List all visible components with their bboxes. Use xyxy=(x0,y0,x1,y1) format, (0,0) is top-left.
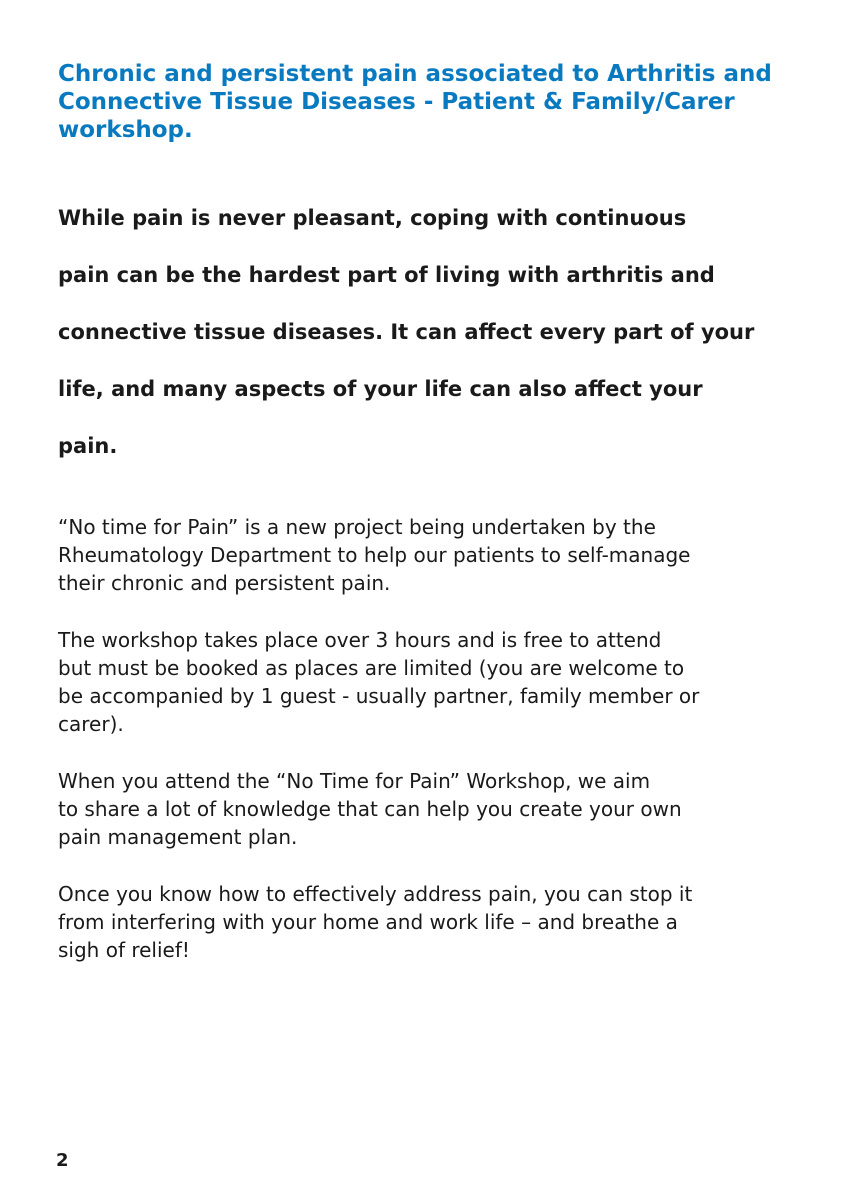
paragraph-line: be accompanied by 1 guest - usually partner, family member or xyxy=(58,684,700,708)
paragraph-line: Once you know how to effectively address pain, you can stop it xyxy=(58,882,693,906)
paragraph-line: their chronic and persistent pain. xyxy=(58,571,391,595)
paragraph-line: carer). xyxy=(58,712,124,736)
paragraph-line: The workshop takes place over 3 hours and is free to attend xyxy=(58,628,662,652)
workshop-aim-paragraph xyxy=(58,767,798,851)
paragraph-line: but must be booked as places are limited (you are welcome to xyxy=(58,656,685,680)
paragraph-line: pain management plan. xyxy=(58,825,298,849)
closing-paragraph xyxy=(58,880,798,964)
title-line: workshop. xyxy=(58,117,193,143)
page-title xyxy=(58,60,798,144)
title-line: Connective Tissue Diseases - Patient & Family/Carer xyxy=(58,89,735,115)
workshop-details-paragraph xyxy=(58,626,798,738)
paragraph-line: Rheumatology Department to help our patients to self-manage xyxy=(58,543,691,567)
paragraph-line: When you attend the “No Time for Pain” Workshop, we aim xyxy=(58,769,651,793)
intro-line: While pain is never pleasant, coping with continuous xyxy=(58,206,687,230)
intro-line: connective tissue diseases. It can affect every part of your xyxy=(58,320,755,344)
paragraph-line: to share a lot of knowledge that can help you create your own xyxy=(58,797,682,821)
intro-line: pain can be the hardest part of living with arthritis and xyxy=(58,263,715,287)
paragraph-line: sigh of relief! xyxy=(58,938,190,962)
paragraph-line: “No time for Pain” is a new project being undertaken by the xyxy=(58,515,656,539)
intro-line: life, and many aspects of your life can also affect your xyxy=(58,377,703,401)
intro-paragraph xyxy=(58,200,798,485)
project-paragraph xyxy=(58,513,798,597)
intro-line: pain. xyxy=(58,434,118,458)
title-line: Chronic and persistent pain associated to Arthritis and xyxy=(58,61,772,87)
paragraph-line: from interfering with your home and work life – and breathe a xyxy=(58,910,678,934)
page-number: 2 xyxy=(56,1150,69,1171)
